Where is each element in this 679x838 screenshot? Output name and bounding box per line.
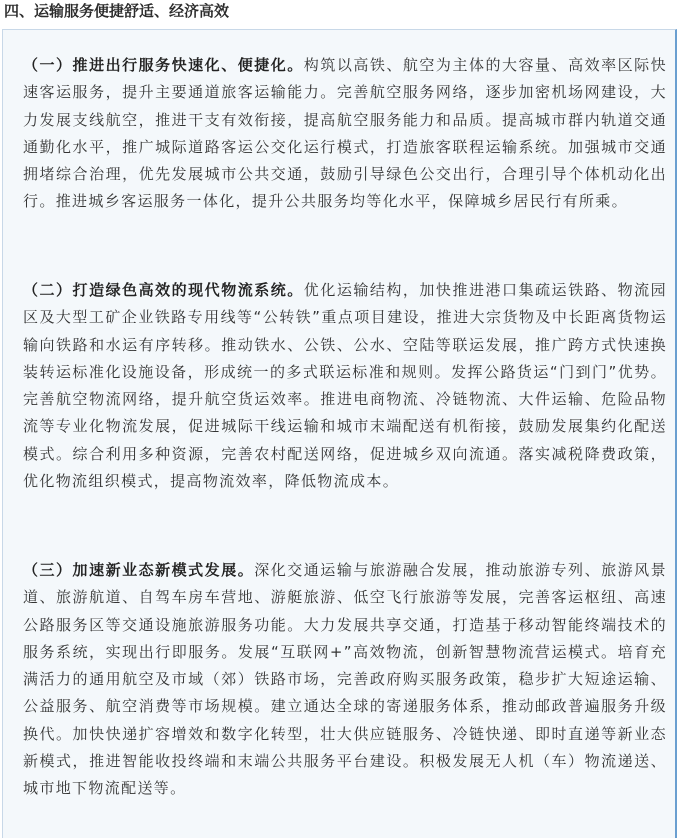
content-panel bbox=[2, 29, 677, 838]
paragraph-lead: （二）打造绿色高效的现代物流系统。 bbox=[23, 281, 304, 299]
paragraph-body: 深化交通运输与旅游融合发展，推动旅游专列、旅游风景道、旅游航道、自驾车房车营地、游艇旅游、低空飞行旅游等发展，完善客运枢纽、高速公路服务区等交通设施旅游服务功能。大力发展共享交通，打造基于移动智能终端技术的服务系统，实现出行即服务。发展“互联网+”高效物流，创新智慧物流营运模式。培育充满活力的通用航空及市域（郊）铁路市场，完善政府购买服务政策，稳步扩大短途运输、公益服务、航空消费等市场规模。建立通达全球的寄递服务体系，推动邮政普遍服务升级换代。加快快递扩容增效和数字化转型，壮大供应链服务、冷链快递、即时直递等新业态新模式，推进智能收投终端和末端公共服务平台建设。积极发展无人机（车）物流递送、城市地下物流配送等。 bbox=[23, 561, 667, 798]
paragraph-lead: （一）推进出行服务快速化、便捷化。 bbox=[23, 56, 304, 74]
paragraph-body: 优化运输结构，加快推进港口集疏运铁路、物流园区及大型工矿企业铁路专用线等“公转铁”重点项目建设，推进大宗货物及中长距离货物运输向铁路和水运有序转移。推动铁水、公铁、公水、空陆等联运发展，推广跨方式快速换装转运标准化设施设备，形成统一的多式联运标准和规则。发挥公路货运“门到门”优势。完善航空物流网络，提升航空货运效率。推进电商物流、冷链物流、大件运输、危险品物流等专业化物流发展，促进城际干线运输和城市末端配送有机衔接，鼓励发展集约化配送模式。综合利用多种资源，完善农村配送网络，促进城乡双向流通。落实减税降费政策，优化物流组织模式，提高物流效率，降低物流成本。 bbox=[23, 281, 668, 491]
paragraph-passenger-service bbox=[23, 52, 667, 216]
paragraph-new-business-models bbox=[23, 557, 667, 803]
paragraph-body: 构筑以高铁、航空为主体的大容量、高效率区际快速客运服务，提升主要通道旅客运输能力。完善航空服务网络，逐步加密机场网建设，大力发展支线航空，推进干支有效衔接，提高航空服务能力和品质。提高城市群内轨道交通通勤化水平，推广城际道路客运公交化运行模式，打造旅客联程运输系统。加强城市交通拥堵综合治理，优先发展城市公共交通，鼓励引导绿色公交出行，合理引导个体机动化出行。推进城乡客运服务一体化，提升公共服务均等化水平，保障城乡居民行有所乘。 bbox=[23, 56, 668, 211]
paragraph-logistics-system bbox=[23, 277, 667, 495]
section-heading: 四、运输服务便捷舒适、经济高效 bbox=[4, 2, 230, 20]
paragraph-lead: （三）加速新业态新模式发展。 bbox=[23, 561, 255, 579]
